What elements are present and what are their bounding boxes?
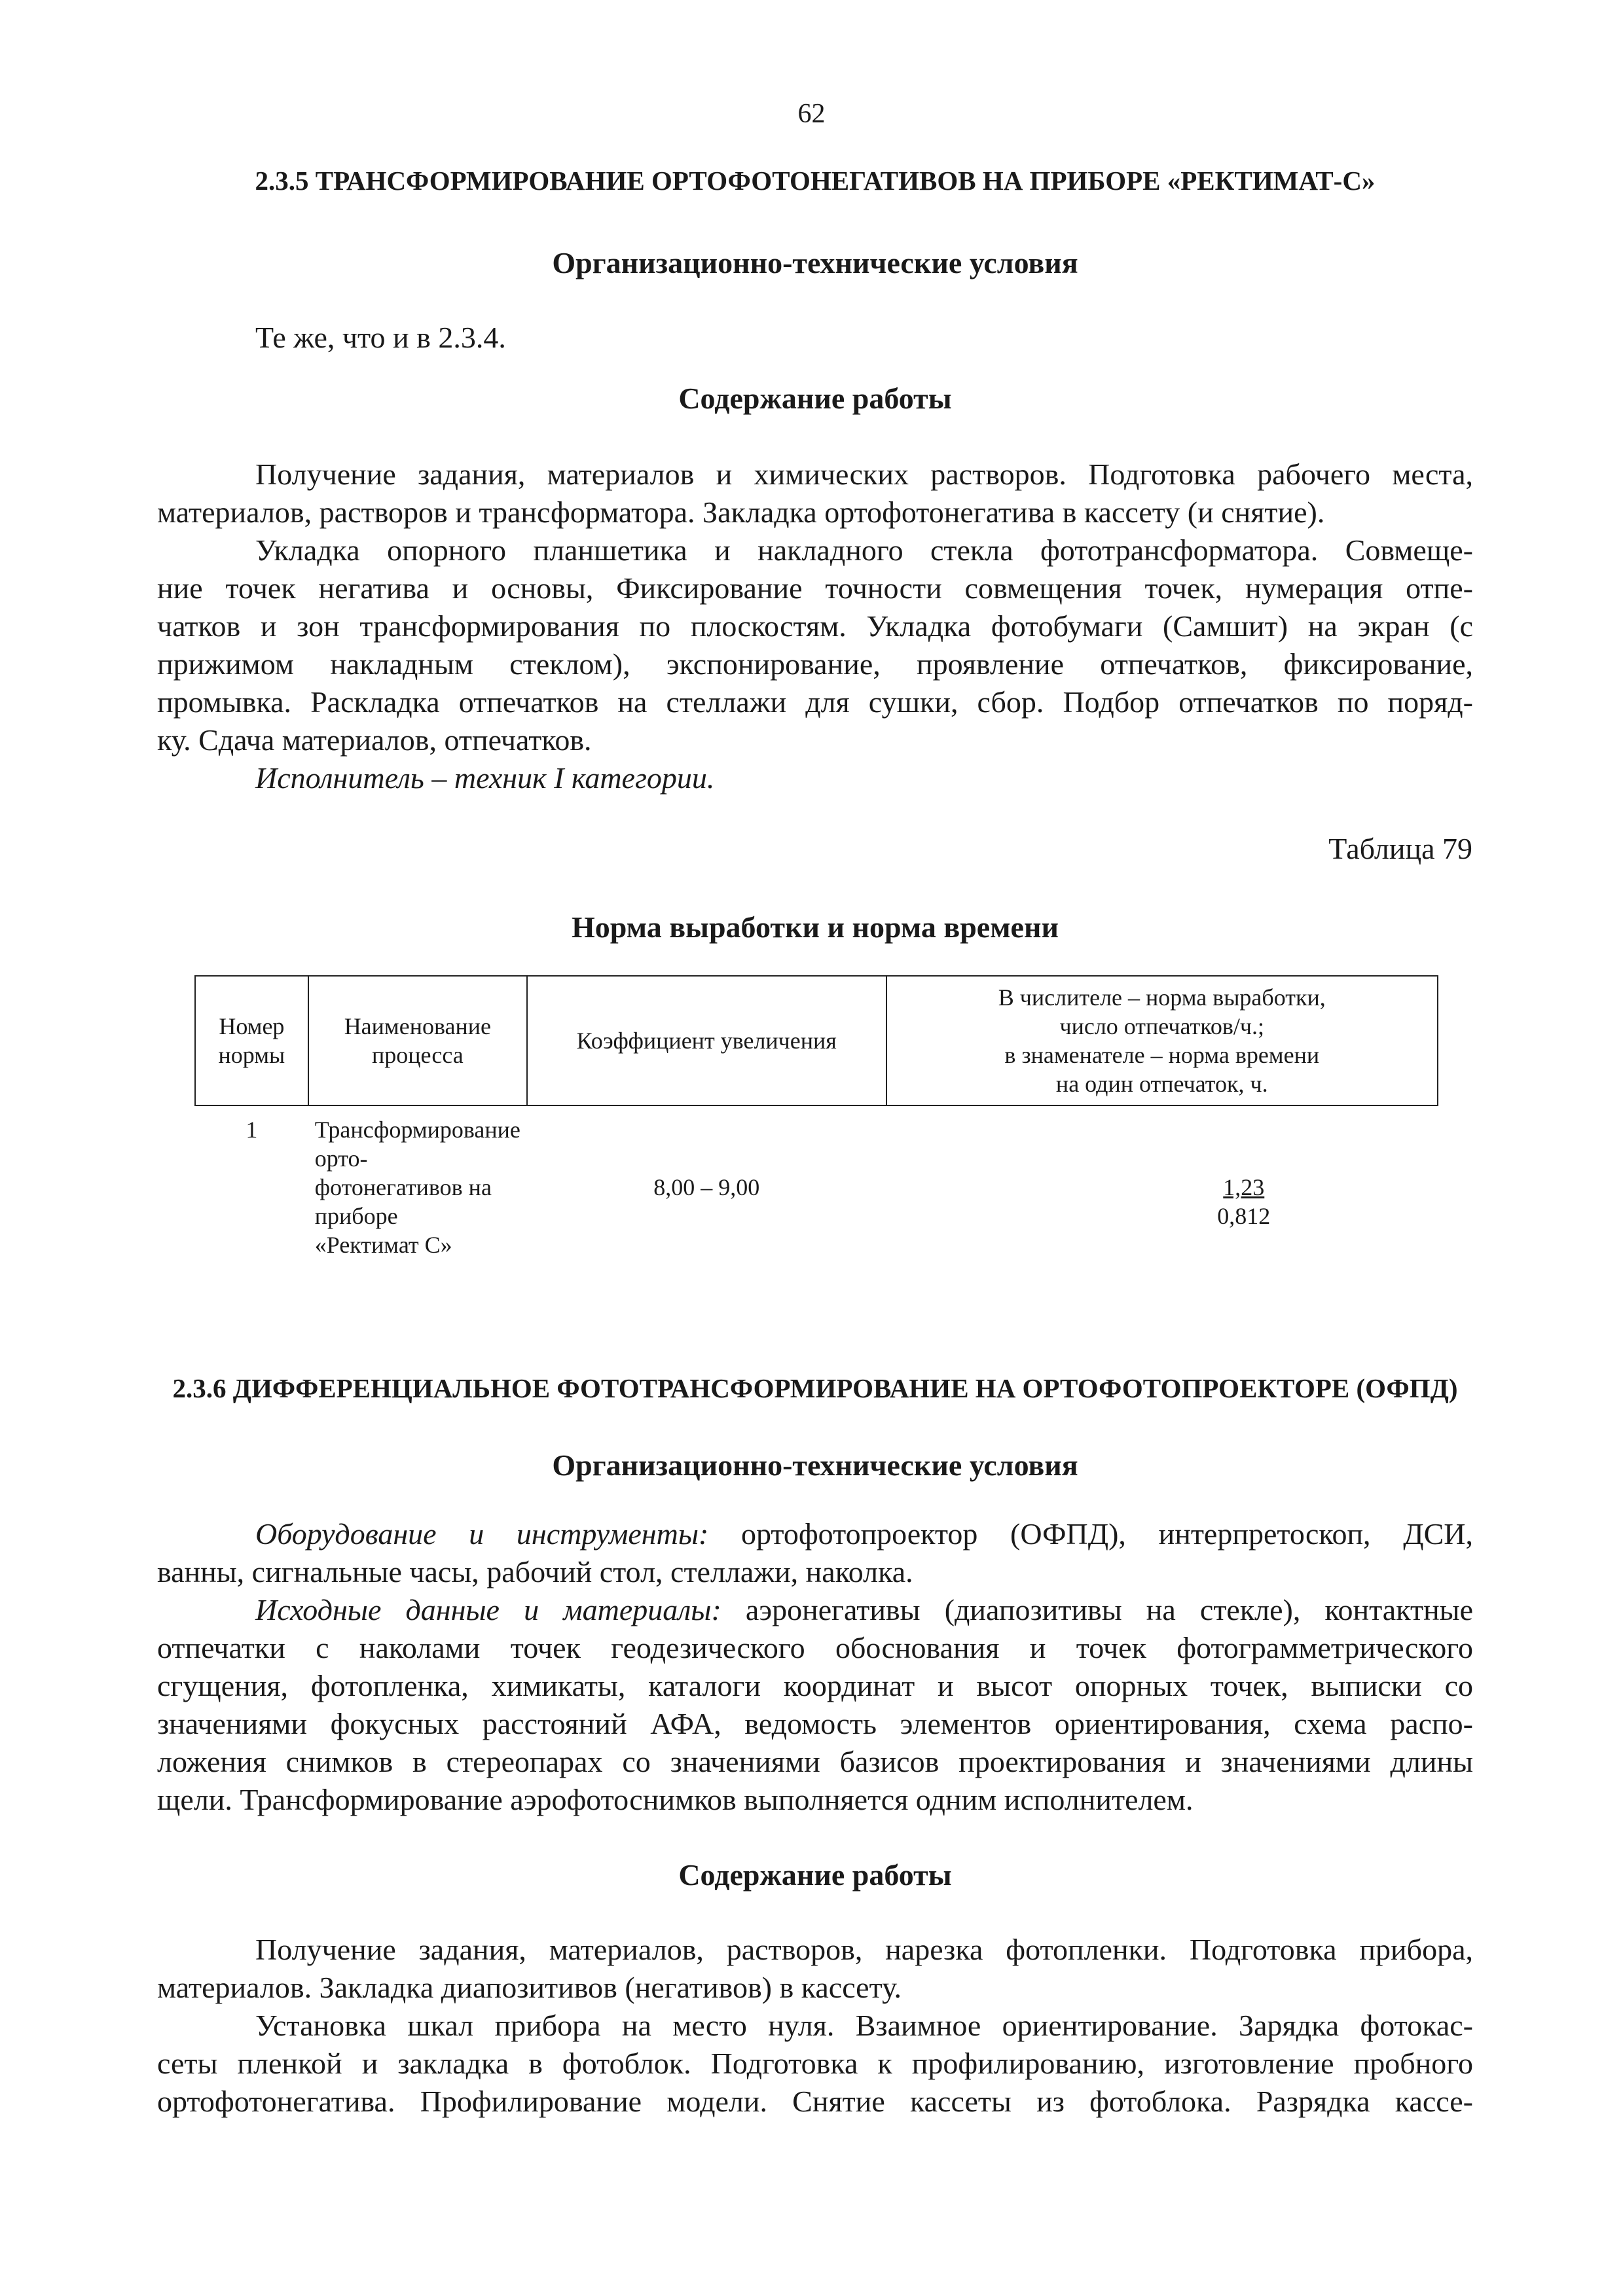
conditions-heading: Организационно-технические условия: [552, 246, 1078, 279]
work-paragraph-1: [157, 456, 1473, 531]
work-paragraph-2: [157, 531, 1473, 797]
work2-paragraph-1: [157, 1931, 1473, 2007]
text-line: Укладка опорного планшетика и накладного стекла фототрансформатора. Совмеще-: [255, 533, 1473, 567]
table-caption: Таблица 79: [1328, 832, 1472, 865]
work-content-heading: Содержание работы: [678, 382, 952, 415]
row-process: Трансформирование орто- фотонегативов на приборе «Ректимат С»: [314, 1117, 520, 1258]
text-line: чатков и зон трансформирования по плоскостям. Укладка фотобумаги (Самшит) на экран (с: [157, 609, 1473, 643]
text-line: сгущения, фотопленка, химикаты, каталоги координат и высот опорных точек, выписки со: [157, 1669, 1473, 1702]
header-coefficient: Коэффициент увеличения: [527, 976, 886, 1105]
page-number: 62: [797, 99, 826, 129]
text-line: промывка. Раскладка отпечатков на стеллажи для сушки, сбор. Подбор отпечатков по поряд-: [157, 685, 1473, 719]
executor-line: Исполнитель – техник I категории.: [255, 761, 715, 795]
text-line: значениями фокусных расстояний АФА, ведомость элементов ориентирования, схема распо-: [157, 1707, 1473, 1740]
materials-label: Исходные данные и материалы:: [255, 1593, 721, 1626]
text-line: ку. Сдача материалов, отпечатков.: [157, 723, 592, 757]
table-header-row: [195, 976, 1438, 1105]
work-content-heading-2: Содержание работы: [678, 1858, 952, 1892]
header-norm-number: Номер нормы: [195, 976, 308, 1105]
text-line: материалов. Закладка диапозитивов (негативов) в кассету.: [157, 1971, 902, 2004]
text-line: Установка шкал прибора на место нуля. Взаимное ориентирование. Зарядка фотокас-: [255, 2009, 1473, 2042]
text-line: щели. Трансформирование аэрофотоснимков выполняется одним исполнителем.: [157, 1783, 1194, 1816]
text-line: ортофотонегатива. Профилирование модели. Снятие кассеты из фотоблока. Разрядка кассе-: [157, 2085, 1473, 2118]
norm-table: [194, 975, 1438, 1259]
section-heading-2-3-5: 2.3.5 ТРАНСФОРМИРОВАНИЕ ОРТОФОТОНЕГАТИВОВ НА ПРИБОРЕ «РЕКТИМАТ-С»: [255, 166, 1376, 196]
section-heading-2-3-6: 2.3.6 ДИФФЕРЕНЦИАЛЬНОЕ ФОТОТРАНСФОРМИРОВАНИЕ НА ОРТОФОТОПРОЕКТОРЕ (ОФПД): [172, 1373, 1458, 1403]
text-line: Оборудование и инструменты: ортофотопроектор (ОФПД), интерпретоскоп, ДСИ,: [255, 1517, 1473, 1551]
text-line: прижимом накладным стеклом), экспонирование, проявление отпечатков, фиксирование,: [157, 647, 1473, 681]
norm-numerator: 1,23: [1223, 1174, 1265, 1200]
text-line: ние точек негатива и основы, Фиксирование точности совмещения точек, нумерация отпе-: [157, 571, 1473, 605]
table-row: [195, 1105, 1438, 1259]
conditions-heading-2: Организационно-технические условия: [552, 1448, 1078, 1482]
header-process-name: Наименование процесса: [308, 976, 527, 1105]
text-line: отпечатки с наколами точек геодезического обоснования и точек фотограмметрического: [157, 1631, 1473, 1664]
equipment-paragraph: [157, 1515, 1473, 1591]
conditions-text: [157, 319, 1473, 357]
equipment-label: Оборудование и инструменты:: [255, 1517, 709, 1551]
text-line: сеты пленкой и закладка в фотоблок. Подготовка к профилированию, изготовление пробного: [157, 2047, 1473, 2080]
text-line: Исходные данные и материалы: аэронегативы (диапозитивы на стекле), контактные: [255, 1593, 1474, 1626]
row-number: 1: [246, 1117, 258, 1143]
header-norms: В числителе – норма выработки, число отпечатков/ч.; в знаменателе – норма времени на один отпечаток, ч.: [886, 976, 1438, 1105]
materials-paragraph: [157, 1591, 1473, 1819]
text-line: ложения снимков в стереопарах со значениями базисов проектирования и значениями длины: [157, 1745, 1473, 1778]
text-line: Получение задания, материалов и химических растворов. Подготовка рабочего места,: [255, 457, 1473, 491]
text-line: Получение задания, материалов, растворов, нарезка фотопленки. Подготовка прибора,: [255, 1933, 1473, 1966]
table-title: Норма выработки и норма времени: [572, 910, 1059, 944]
text-line: материалов, растворов и трансформатора. Закладка ортофотонегатива в кассету (и снятие).: [157, 495, 1325, 529]
text-line: Те же, что и в 2.3.4.: [255, 321, 506, 354]
text-line: ванны, сигнальные часы, рабочий стол, стеллажи, наколка.: [157, 1555, 913, 1588]
row-norm-fraction: [886, 1105, 1438, 1259]
norm-denominator: 0,812: [1217, 1203, 1271, 1229]
work2-paragraph-2: [157, 2007, 1473, 2121]
row-coefficient: 8,00 – 9,00: [653, 1174, 760, 1200]
